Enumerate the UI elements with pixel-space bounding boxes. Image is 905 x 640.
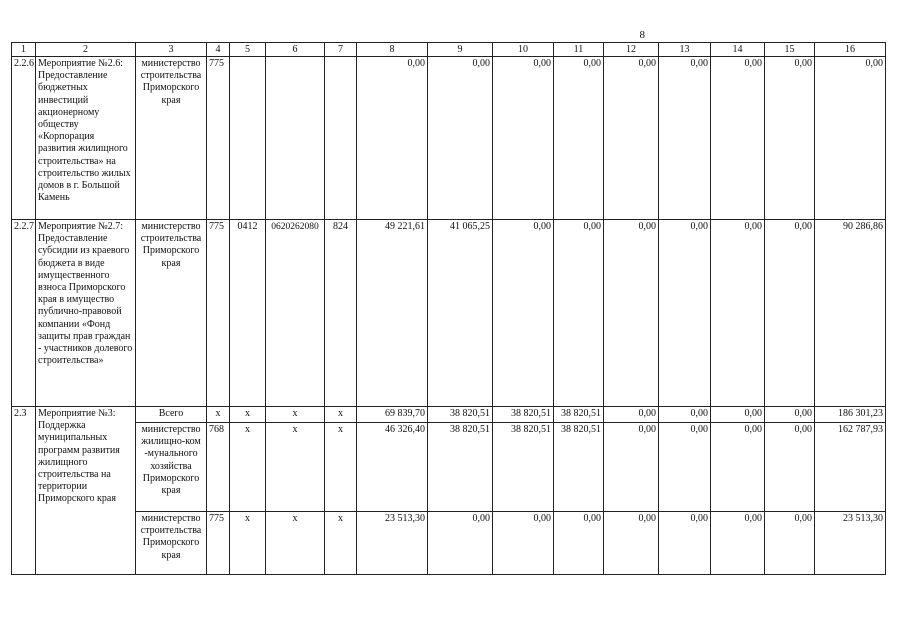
cell-c4: 768 [207,423,230,512]
value-cell: 0,00 [765,423,815,512]
value-cell: 90 286,86 [815,220,886,407]
value-cell: 0,00 [428,57,493,220]
cell-c5: х [230,423,266,512]
table-row [12,407,886,423]
page-number: 8 [639,29,645,41]
cell-c7: х [325,512,357,575]
value-cell: 0,00 [765,220,815,407]
row-number: 2.2.7 [12,220,36,407]
value-cell: 0,00 [493,57,554,220]
column-header: 10 [493,43,554,57]
column-header: 9 [428,43,493,57]
cell-c4: 775 [207,512,230,575]
value-cell: 0,00 [604,423,659,512]
cell-c5: х [230,407,266,423]
value-cell: 38 820,51 [554,407,604,423]
cell-c6: х [266,512,325,575]
value-cell: 0,00 [659,423,711,512]
column-header: 2 [36,43,136,57]
value-cell: 23 513,30 [357,512,428,575]
value-cell: 162 787,93 [815,423,886,512]
measure-name: Мероприятие №2.6: Предоставление бюджетных инвестиций акционерному обществу «Корпорация развития жилищного строительства» на строительство жилых домов в г. Большой Камень [36,57,136,220]
value-cell: 0,00 [493,220,554,407]
column-header: 7 [325,43,357,57]
column-header: 1 [12,43,36,57]
program-table [11,42,886,575]
value-cell: 0,00 [493,512,554,575]
table-row [12,423,886,512]
column-header: 4 [207,43,230,57]
value-cell: 69 839,70 [357,407,428,423]
value-cell: 0,00 [604,512,659,575]
cell-c4: 775 [207,220,230,407]
measure-name: Мероприятие №2.7: Предоставление субсидии из краевого бюджета в виде имущественного взноса Приморского края в имущество публично-правовой компании «Фонд защиты прав граждан - участников долевого строительства» [36,220,136,407]
value-cell: 0,00 [357,57,428,220]
value-cell: 23 513,30 [815,512,886,575]
cell-c5: х [230,512,266,575]
value-cell: 0,00 [554,220,604,407]
value-cell: 0,00 [765,407,815,423]
value-cell: 0,00 [711,512,765,575]
value-cell: 38 820,51 [428,423,493,512]
cell-c5 [230,57,266,220]
value-cell: 0,00 [554,57,604,220]
value-cell: 38 820,51 [428,407,493,423]
table-row [12,220,886,407]
executor: министерство строительства Приморского края [136,57,207,220]
value-cell: 38 820,51 [493,407,554,423]
column-header: 6 [266,43,325,57]
cell-c7: 824 [325,220,357,407]
column-header: 3 [136,43,207,57]
column-header: 13 [659,43,711,57]
column-header: 14 [711,43,765,57]
value-cell: 0,00 [815,57,886,220]
value-cell: 0,00 [711,57,765,220]
value-cell: 49 221,61 [357,220,428,407]
executor: министерство строительства Приморского края [136,512,207,575]
value-cell: 0,00 [711,423,765,512]
value-cell: 0,00 [554,512,604,575]
column-header: 8 [357,43,428,57]
column-header: 11 [554,43,604,57]
value-cell: 186 301,23 [815,407,886,423]
executor: министерство строительства Приморского края [136,220,207,407]
value-cell: 0,00 [604,220,659,407]
cell-c6 [266,57,325,220]
cell-c7 [325,57,357,220]
row-number: 2.2.6 [12,57,36,220]
table-row [12,57,886,220]
value-cell: 0,00 [765,512,815,575]
column-header: 5 [230,43,266,57]
value-cell: 0,00 [765,57,815,220]
cell-c6: х [266,423,325,512]
cell-c5: 0412 [230,220,266,407]
executor: Всего [136,407,207,423]
value-cell: 38 820,51 [554,423,604,512]
table-row [12,512,886,575]
value-cell: 0,00 [711,220,765,407]
value-cell: 0,00 [659,220,711,407]
cell-c7: х [325,423,357,512]
cell-c6: 0620262080 [266,220,325,407]
value-cell: 0,00 [604,57,659,220]
value-cell: 38 820,51 [493,423,554,512]
cell-c6: х [266,407,325,423]
column-header: 15 [765,43,815,57]
cell-c4: х [207,407,230,423]
row-number: 2.3 [12,407,36,575]
column-header: 12 [604,43,659,57]
value-cell: 0,00 [604,407,659,423]
value-cell: 0,00 [711,407,765,423]
cell-c7: х [325,407,357,423]
executor: министерство жилищно-ком -мунального хозяйства Приморского края [136,423,207,512]
value-cell: 46 326,40 [357,423,428,512]
value-cell: 0,00 [659,407,711,423]
column-header: 16 [815,43,886,57]
value-cell: 0,00 [659,512,711,575]
column-number-header [12,43,886,57]
value-cell: 41 065,25 [428,220,493,407]
value-cell: 0,00 [428,512,493,575]
cell-c4: 775 [207,57,230,220]
measure-name: Мероприятие №3: Поддержка муниципальных программ развития жилищного строительства на территории Приморского края [36,407,136,575]
value-cell: 0,00 [659,57,711,220]
